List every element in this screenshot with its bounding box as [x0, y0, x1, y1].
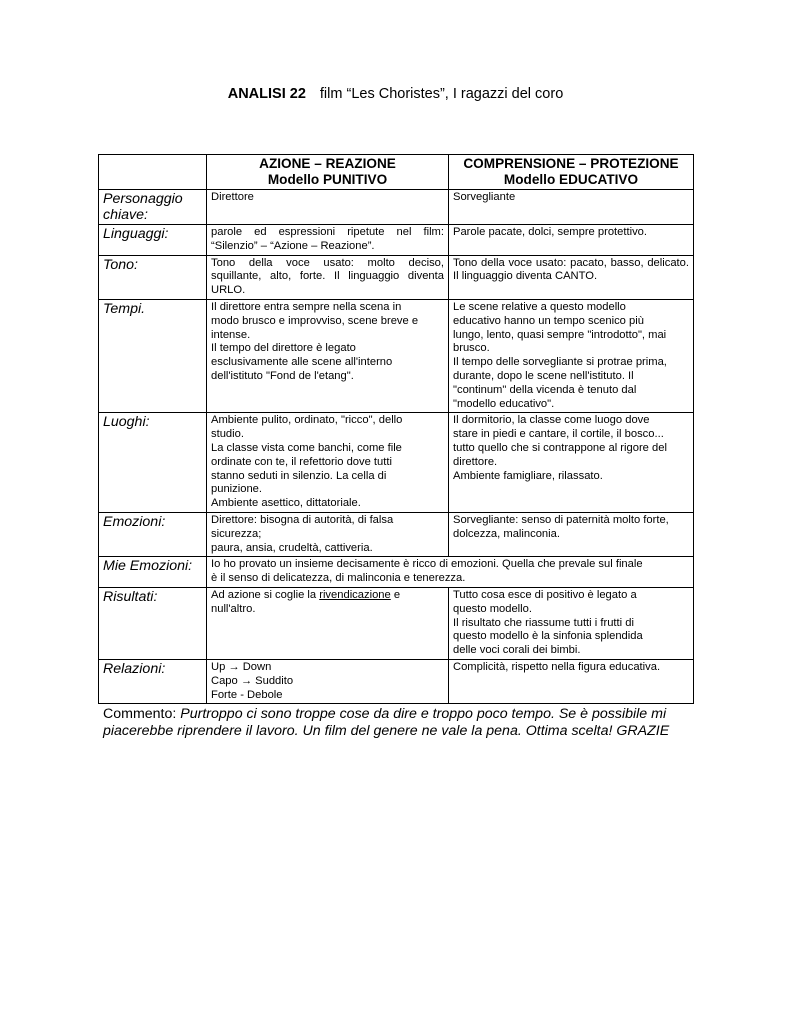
table-row [99, 587, 694, 659]
table-row [99, 299, 694, 412]
document-title [0, 86, 791, 102]
text-line: Il tempo delle sorvegliante si protrae prima, [453, 356, 667, 369]
row-label-tempi: Tempi. [99, 299, 207, 412]
text-fragment: Ad azione si coglie la [211, 588, 320, 601]
text-line: Tutto cosa esce di positivo è legato a [453, 588, 637, 601]
text-line: brusco. [453, 342, 490, 355]
text-line: delle voci corali dei bimbi. [453, 644, 581, 657]
text-line: educativo hanno un tempo scenico più [453, 314, 644, 327]
cell-emozioni-educativo [449, 512, 694, 556]
underlined-word: rivendicazione [319, 588, 391, 601]
header-educativo [449, 155, 694, 190]
text-line: Ambiente famigliare, rilassato. [453, 469, 603, 482]
cell-tempi-educativo [449, 299, 694, 412]
row-label-mie-emozioni: Mie Emozioni: [99, 557, 207, 588]
text-fragment: e [390, 588, 401, 601]
text-line: stare in piedi e cantare, il cortile, il bosco... [453, 428, 664, 441]
text-line: Up → Down [211, 660, 272, 673]
row-label-linguaggi: Linguaggi: [99, 225, 207, 256]
cell-personaggio-punitivo: Direttore [207, 190, 449, 225]
text-line: questo modello è la sinfonia splendida [453, 630, 643, 643]
comment-label: Commento: [103, 706, 181, 722]
header-punitivo-line2: Modello PUNITIVO [267, 172, 388, 187]
table-row [99, 659, 694, 703]
row-label-luoghi: Luoghi: [99, 413, 207, 513]
cell-emozioni-punitivo [207, 512, 449, 556]
row-label-emozioni: Emozioni: [99, 512, 207, 556]
comment-text: Purtroppo ci sono troppe cose da dire e troppo poco tempo. Se è possibile mi piacerebbe riprendere il lavoro. Un film del genere ne vale la pena. Ottima scelta! GRAZIE [103, 706, 670, 739]
text-line: Forte - Debole [211, 688, 283, 701]
text-line: sicurezza; [211, 527, 262, 540]
text-line: Ambiente asettico, dittatoriale. [211, 497, 361, 510]
text-line: intense. [211, 328, 251, 341]
text-line: punizione. [211, 483, 263, 496]
text-line: Il tempo del direttore è legato [211, 342, 356, 355]
text-line: Il dormitorio, la classe come luogo dove [453, 414, 650, 427]
text-line: Direttore: bisogna di autorità, di falsa [211, 513, 394, 526]
cell-personaggio-educativo: Sorvegliante [449, 190, 694, 225]
header-punitivo-line1: AZIONE – REAZIONE [259, 156, 396, 171]
cell-risultati-educativo [449, 587, 694, 659]
title-analysis-number: ANALISI 22 [227, 86, 306, 102]
table-row [99, 512, 694, 556]
row-label-tono: Tono: [99, 255, 207, 299]
text-line: ordinate con te, il refettorio dove tutti [211, 455, 392, 468]
table-row [99, 225, 694, 256]
row-label-personaggio: Personaggio chiave: [99, 190, 207, 225]
text-line: studio. [211, 428, 244, 441]
text-line: esclusivamente alle scene all'interno [211, 356, 393, 369]
cell-linguaggi-punitivo: parole ed espressioni ripetute nel film: “Silenzio” – “Azione – Reazione”. [207, 225, 449, 256]
cell-tono-educativo: Tono della voce usato: pacato, basso, delicato. Il linguaggio diventa CANTO. [449, 255, 694, 299]
text-line: "modello educativo". [453, 397, 555, 410]
cell-tempi-punitivo [207, 299, 449, 412]
text-line: paura, ansia, crudeltà, cattiveria. [211, 541, 373, 554]
text-line: dell'istituto "Fond de l'etang". [211, 369, 354, 382]
text-line: stanno seduti in silenzio. La cella di [211, 469, 387, 482]
text-line: Ambiente pulito, ordinato, "ricco", dello [211, 414, 403, 427]
table-header-row [99, 155, 694, 190]
text-line: dolcezza, malinconia. [453, 527, 560, 540]
table-row [99, 190, 694, 225]
corner-cell [99, 155, 207, 190]
header-punitivo [207, 155, 449, 190]
cell-luoghi-punitivo [207, 413, 449, 513]
table-row [99, 255, 694, 299]
text-line [211, 589, 444, 603]
cell-mie-emozioni [207, 557, 694, 588]
text-line: La classe vista come banchi, come file [211, 441, 402, 454]
text-line: modo brusco e improvviso, scene breve e [211, 314, 419, 327]
row-label-risultati: Risultati: [99, 587, 207, 659]
text-line: tutto quello che si contrappone al rigore del [453, 441, 667, 454]
title-film: film “Les Choristes”, I ragazzi del coro [319, 86, 564, 102]
cell-relazioni-punitivo [207, 659, 449, 703]
table-row [99, 557, 694, 588]
text-line: Le scene relative a questo modello [453, 300, 626, 313]
text-line: null'altro. [211, 602, 256, 615]
cell-tono-punitivo: Tono della voce usato: molto deciso, squillante, alto, forte. Il linguaggio diventa URLO. [207, 255, 449, 299]
text-line: è il senso di delicatezza, di malinconia e tenerezza. [211, 572, 466, 585]
text-line: Il direttore entra sempre nella scena in [211, 300, 402, 313]
cell-luoghi-educativo [449, 413, 694, 513]
text-line: Capo → Suddito [211, 674, 294, 687]
cell-linguaggi-educativo: Parole pacate, dolci, sempre protettivo. [449, 225, 694, 256]
comment-paragraph [103, 706, 693, 740]
header-educativo-line2: Modello EDUCATIVO [503, 172, 639, 187]
text-line: lungo, lento, quasi sempre "introdotto", mai [453, 328, 667, 341]
text-line: Il risultato che riassume tutti i frutti di [453, 616, 634, 629]
row-label-relazioni: Relazioni: [99, 659, 207, 703]
table-row [99, 413, 694, 513]
text-line: direttore. [453, 455, 498, 468]
text-line: questo modello. [453, 602, 532, 615]
header-educativo-line1: COMPRENSIONE – PROTEZIONE [463, 156, 679, 171]
text-line: durante, dopo le scene nell'istituto. Il [453, 369, 634, 382]
text-line: Io ho provato un insieme decisamente è ricco di emozioni. Quella che prevale sul finale [211, 558, 643, 571]
text-line: Sorvegliante: senso di paternità molto forte, [453, 513, 669, 526]
analysis-table [98, 154, 694, 704]
cell-relazioni-educativo: Complicità, rispetto nella figura educativa. [449, 659, 694, 703]
cell-risultati-punitivo [207, 587, 449, 659]
text-line: "continum" della vicenda è tenuto dal [453, 383, 637, 396]
